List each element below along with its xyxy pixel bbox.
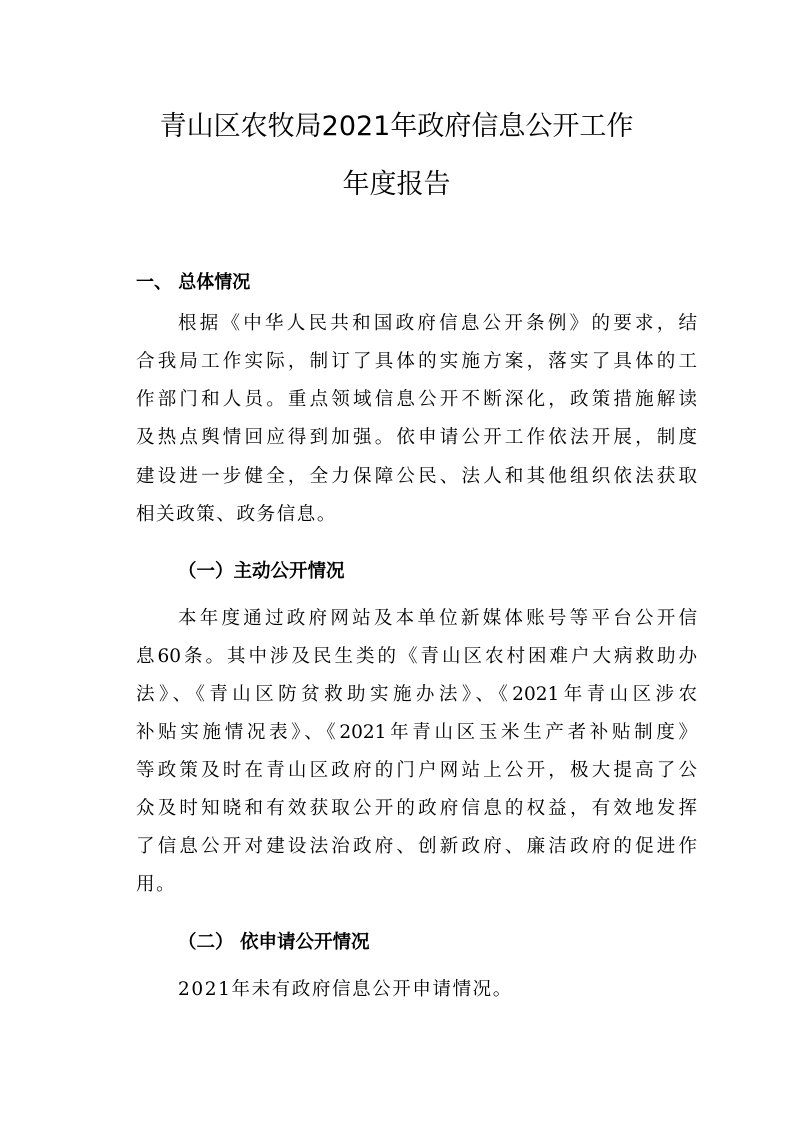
paragraph-line: 众及时知晓和有效获取公开的政府信息的权益，有效地发挥 — [136, 798, 697, 819]
paragraph-line: 本年度通过政府网站及本单位新媒体账号等平台公开信 — [178, 608, 697, 629]
paragraph-line: 相关政策、政务信息。 — [136, 504, 338, 525]
paragraph-line: 息60条。其中涉及民生类的《青山区农村困难户大病救助办 — [136, 646, 697, 667]
document-title-line-1: 青山区农牧局2021年政府信息公开工作 — [159, 111, 634, 142]
paragraph-line: 及热点舆情回应得到加强。依申请公开工作依法开展，制度 — [136, 427, 697, 448]
paragraph-line: 合我局工作实际，制订了具体的实施方案，落实了具体的工 — [136, 351, 697, 372]
paragraph-line: 2021年未有政府信息公开申请情况。 — [178, 979, 513, 1000]
paragraph-line: 根据《中华人民共和国政府信息公开条例》的要求，结 — [178, 313, 697, 334]
paragraph-line: 建设进一步健全，全力保障公民、法人和其他组织依法获取 — [136, 466, 697, 487]
paragraph-line: 补贴实施情况表》、《2021年青山区玉米生产者补贴制度》 — [136, 722, 697, 743]
paragraph-line: 法》、《青山区防贫救助实施办法》、《2021年青山区涉农 — [136, 684, 697, 705]
subsection-heading-on-request: （二） 依申请公开情况 — [178, 932, 370, 953]
subsection-heading-proactive: （一）主动公开情况 — [178, 561, 345, 582]
paragraph-line: 了信息公开对建设法治政府、创新政府、廉洁政府的促进作 — [136, 836, 697, 857]
paragraph-line: 等政策及时在青山区政府的门户网站上公开，极大提高了公 — [136, 760, 697, 781]
paragraph-line: 用。 — [136, 874, 177, 895]
document-title-line-2: 年度报告 — [342, 169, 451, 200]
paragraph-line: 作部门和人员。重点领域信息公开不断深化，政策措施解读 — [136, 389, 697, 410]
section-heading-overview: 一、 总体情况 — [136, 272, 251, 293]
